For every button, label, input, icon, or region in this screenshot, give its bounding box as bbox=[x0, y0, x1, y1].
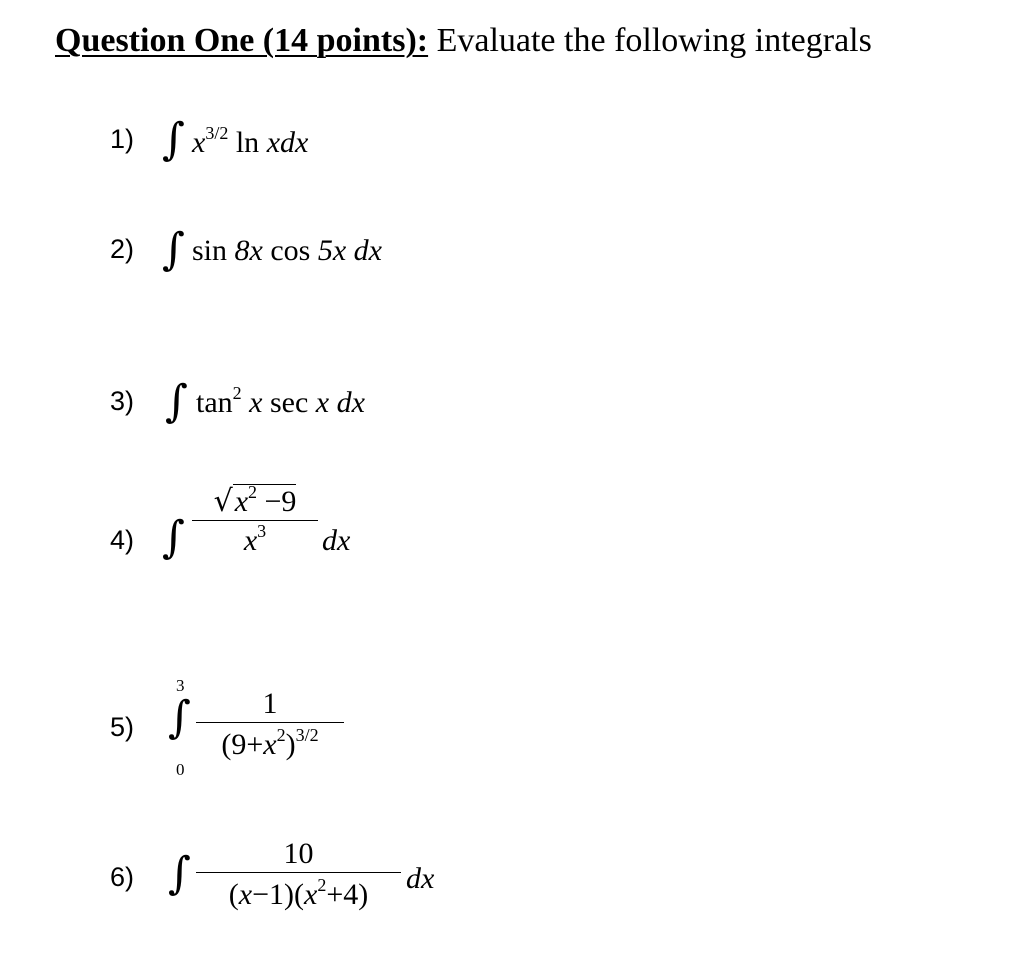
integrand: $\tan^2 x$ sec x dx bbox=[196, 383, 365, 419]
fraction-bar: $x^3$ bbox=[192, 520, 318, 559]
numerator: 1 bbox=[262, 687, 278, 720]
upper-limit: 3 bbox=[176, 676, 185, 695]
fraction bbox=[196, 686, 344, 763]
denominator: $(x-1)(x^2+4)$ bbox=[196, 872, 401, 913]
numerator: $√x^2 -9$ bbox=[213, 482, 297, 519]
problem-number: 2) bbox=[110, 234, 135, 264]
integral-sign: ∫ bbox=[162, 114, 185, 165]
question-heading bbox=[55, 22, 872, 60]
numerator: 10 bbox=[283, 837, 314, 870]
problem-number: 4) bbox=[110, 525, 135, 555]
integral-sign: ∫ bbox=[165, 376, 188, 427]
fraction bbox=[192, 484, 318, 559]
fraction bbox=[196, 836, 401, 913]
question-title: Question One (14 points): bbox=[55, 22, 429, 59]
problem-number: 3) bbox=[110, 386, 135, 416]
integral-sign: ∫ bbox=[162, 512, 185, 563]
integrand: $x^{3/2}$ ln xdx bbox=[192, 123, 309, 159]
denominator: $(9+x^2)^{3/2}$ bbox=[196, 722, 344, 763]
problem-number: 1) bbox=[110, 124, 135, 154]
lower-limit: 0 bbox=[176, 760, 185, 779]
integral-sign: ∫ bbox=[168, 692, 191, 743]
differential: dx bbox=[406, 862, 435, 895]
problem-number: 5) bbox=[110, 712, 135, 742]
differential: dx bbox=[322, 524, 351, 557]
question-instruction: Evaluate the following integrals bbox=[436, 22, 872, 59]
problem-number: 6) bbox=[110, 862, 135, 892]
integral-sign: ∫ bbox=[162, 224, 185, 275]
integral-sign: ∫ bbox=[168, 848, 191, 899]
integrand: sin 8x cos 5x dx bbox=[192, 234, 382, 267]
